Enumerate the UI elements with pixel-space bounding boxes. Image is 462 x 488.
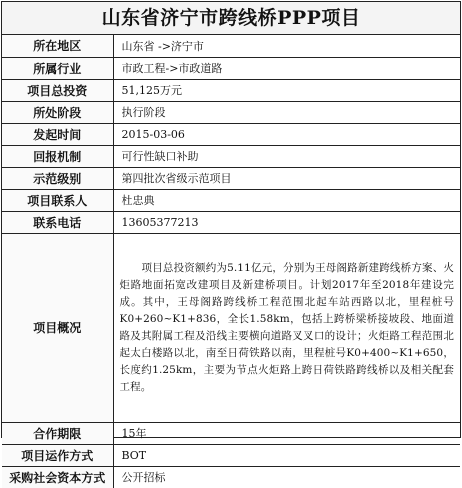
label-region: 所在地区 [2,35,113,57]
label-procurement-method: 采购社会资本方式 [2,466,113,488]
label-industry: 所属行业 [2,57,113,79]
label-return-mechanism: 回报机制 [2,145,113,167]
row-phone [2,211,460,233]
row-procurement-method [2,466,460,488]
row-region [2,35,460,57]
label-operation-mode: 项目运作方式 [2,444,113,466]
project-info-table [1,1,461,485]
label-stage: 所处阶段 [2,101,113,123]
label-phone: 联系电话 [2,211,113,233]
label-start-date: 发起时间 [2,123,113,145]
row-operation-mode [2,444,460,466]
value-industry: 市政工程->市政道路 [113,57,460,79]
row-demo-level [2,167,460,189]
value-operation-mode: BOT [113,444,460,466]
label-term: 合作期限 [2,422,113,444]
value-overview: 项目总投资额约为5.11亿元，分别为王母阁路新建跨线桥方案、火炬路地面拓宽改建项目及新建桥项目。计划2017年至2018年建设完成。其中，王母阁路跨线桥工程范围北起车站西路以北，里程桩号K0+260~K1+836，全长1.58km，包括上跨桥梁桥接坡段、地面道路及其附属工程及沿线主要横向道路叉叉口的设计；火炬路工程范围北起太白楼路以北，南至日荷铁路以南，里程桩号K0+400~K1+650，长度约1.25km，主要为节点火炬路上跨日荷铁路跨线桥以及相关配套工程。 [113,233,460,422]
value-return-mechanism: 可行性缺口补助 [113,145,460,167]
label-overview: 项目概况 [2,233,113,422]
label-contact-person: 项目联系人 [2,189,113,211]
value-contact-person: 杜忠典 [113,189,460,211]
row-start-date [2,123,460,145]
row-stage [2,101,460,123]
value-start-date: 2015-03-06 [113,123,460,145]
value-procurement-method: 公开招标 [121,471,166,485]
value-total-investment: 51,125万元 [113,79,460,101]
label-demo-level: 示范级别 [2,167,113,189]
value-phone: 13605377213 [113,211,460,233]
value-term: 15年 [113,422,460,444]
row-term [2,422,460,444]
page-title: 山东省济宁市跨线桥PPP项目 [2,2,460,35]
row-total-investment [2,79,460,101]
row-return-mechanism [2,145,460,167]
info-grid [2,35,460,488]
row-contact-person [2,189,460,211]
row-industry [2,57,460,79]
value-region: 山东省 ->济宁市 [113,35,460,57]
value-demo-level: 第四批次省级示范项目 [113,167,460,189]
label-total-investment: 项目总投资 [2,79,113,101]
value-stage: 执行阶段 [113,101,460,123]
row-overview [2,233,460,422]
